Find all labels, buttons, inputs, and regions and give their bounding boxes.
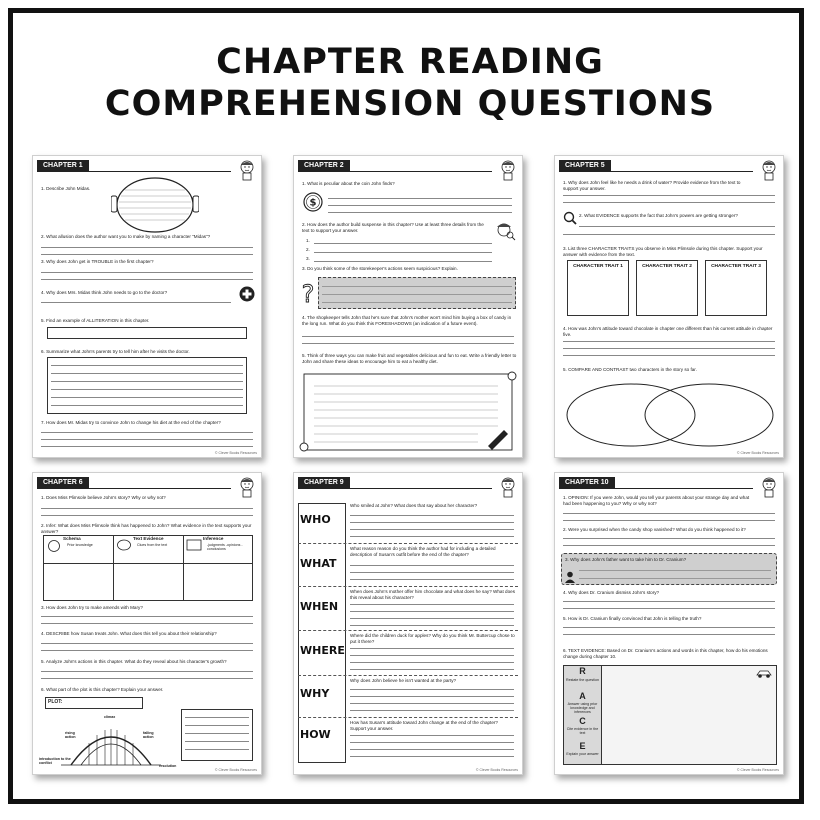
question-5: 5. Analyze John's actions in this chapter. What do they reveal about his character's growth? bbox=[41, 659, 227, 664]
question-4: 4. The shopkeeper tells John that he's sure that John's mother won't mind him buying a box of candy in the long run. What do you think this FORESHADOWS (an indication of a future event). bbox=[302, 315, 512, 326]
worksheet-chapter-1 bbox=[32, 155, 262, 458]
boy-mascot-icon bbox=[237, 476, 257, 498]
question-4: 4. How was John's attitude toward chocolate in chapter one different than his current attitude in chapter five. bbox=[563, 326, 773, 337]
chapter-label: CHAPTER 6 bbox=[37, 477, 89, 488]
title-line-1: CHAPTER READING bbox=[216, 42, 604, 82]
credit: © Clever Books Resources bbox=[736, 768, 779, 772]
question-6: 6. What part of the plot is this chapter? Explain your answer. bbox=[41, 687, 164, 692]
credit: © Clever Books Resources bbox=[736, 451, 779, 455]
boy-mascot-icon bbox=[237, 159, 257, 181]
question-3: 3. Do you think some of the storekeeper's actions seem suspicious? Explain. bbox=[302, 266, 458, 271]
question-3: 3. Why does John's father want to take him to Dr. Cranium? bbox=[565, 557, 687, 562]
boy-mascot-icon bbox=[759, 159, 779, 181]
question-7: 7. How does Mr. Midas try to convince John to change his diet at the end of the chapter? bbox=[41, 420, 221, 425]
medical-cross-icon bbox=[239, 286, 255, 302]
race-car-icon bbox=[755, 667, 773, 679]
chapter-label: CHAPTER 2 bbox=[298, 160, 350, 171]
question-3: 3. Why does John get in TROUBLE in the first chapter? bbox=[41, 259, 154, 264]
worksheet-chapter-6: CHAPTER 6 1. Does Miss Plimsole believe John's story? Why or why not? 2. Infer: What does Miss Plimsole think has happened to John? What evidence in the text supports your answer? Schema Prior knowledge Text Evidence Clues from the text Inference -judgments -opinions -conclusions 3. How does John try to make amends with Mary? 4. DESCRIBE how Susan treats John. What does this tell you about their relationship? 5. Analyze John's actions in this chapter. What do they reveal about his character's growth? 6. What part of the plot is this chapter? Explain your answer. PLOT: climax rising action falling action introduction to the conflict resolution © Clever Books Resources bbox=[32, 472, 262, 775]
header-rule bbox=[298, 488, 492, 489]
header-rule bbox=[298, 171, 492, 172]
question-5: 5. Think of three ways you can make fruit and vegetables delicious and fun to eat. Write a friendly letter to John and share these ideas to encourage him to eat a healthy diet. bbox=[302, 353, 517, 364]
title-line-2: COMPREHENSION QUESTIONS bbox=[104, 84, 716, 124]
letter-scroll bbox=[298, 368, 520, 456]
question-5: 5. COMPARE AND CONTRAST two characters in the story so far. bbox=[563, 367, 697, 372]
chapter-label: CHAPTER 9 bbox=[298, 477, 350, 488]
venn-diagram bbox=[561, 380, 779, 450]
header-rule bbox=[37, 171, 231, 172]
chapter-label: CHAPTER 1 bbox=[37, 160, 89, 171]
question-2: 2. Were you surprised when the candy shop vanished? What do you think happened to it? bbox=[563, 527, 746, 532]
question-1: 1. Does Miss Plimsole believe John's story? Why or why not? bbox=[41, 495, 166, 500]
boy-mascot-icon bbox=[759, 476, 779, 498]
question-4: 4. DESCRIBE how Susan treats John. What does this tell you about their relationship? bbox=[41, 631, 217, 636]
wh-word-when: WHEN bbox=[300, 600, 339, 613]
svg-text:$: $ bbox=[309, 197, 317, 209]
header-rule bbox=[37, 488, 231, 489]
question-1: 1. Why does John feel like he needs a drink of water? Provide evidence from the text to support your answer. bbox=[563, 180, 741, 191]
worksheet-chapter-5: CHAPTER 5 1. Why does John feel like he needs a drink of water? Provide evidence from the text to support your answer. 2. What EVIDENCE supports the fact that John's powers are getting stronger? 3. List three CHARACTER TRAITS you observe in Miss Plimsole during this chapter. Support your answer with evidence from the text. CHARACTER TRAIT 1 CHARACTER TRAIT 2 CHARACTER TRAIT 3 4. How was John's attitude toward chocolate in chapter one different than his current attitude in chapter five. 5. COMPARE AND CONTRAST two characters in the story so far. © Clever Books Resources bbox=[554, 155, 784, 458]
text-evidence-icon bbox=[116, 538, 132, 552]
question-1: 1. Describe John Midas. bbox=[41, 186, 91, 191]
doctor-silhouette-icon bbox=[564, 571, 576, 583]
worksheet-chapter-2: CHAPTER 2 1. What is peculiar about the coin John finds? $ 2. How does the author build suspense in this chapter? Use at least three details from the text to support your answer. 1. 2. 3. 3. Do you think some of the storekeeper's actions seem suspicious? Explain. ? 4. The shopkeeper tells John that he's sure that John's mother won't mind him buying a box of candy in the long run. What do you think this FORESHADOWS (an indication of a future event). 5. Think of three ways you can make fruit and vegetables delicious and fun to eat. Write a friendly letter to John and share these ideas to encourage him to eat a healthy diet. bbox=[293, 155, 523, 458]
question-2: 2. What EVIDENCE supports the fact that John's powers are getting stronger? bbox=[579, 213, 738, 218]
credit: © Clever Books Resources bbox=[214, 768, 257, 772]
dollar-coin-icon bbox=[303, 192, 323, 212]
wh-word-what: WHAT bbox=[300, 557, 337, 570]
question-1: 1. OPINION: If you were John, would you tell your parents about your strange day and what had been happening to you? Why or why not? bbox=[563, 495, 750, 506]
answer-box-shaded bbox=[318, 277, 516, 309]
wh-word-where: WHERE bbox=[300, 644, 345, 657]
question-3: 3. List three CHARACTER TRAITS you observe in Miss Plimsole during this chapter. Support your answer with evidence from the text. bbox=[563, 246, 763, 257]
worksheet-chapter-9: CHAPTER 9 WHO Who smiled at John? What does that say about her character? WHAT What reason reason do you think the author had for including a detailed description of Susan's outfit before the end of the chapter? WHEN When does John's mother offer him chocolate and what does he say? What does this reveal about his character? WHERE Where did the children duck for apples? Why do you think Mr. Buttercup chose to put it there? WHY Why does John believe he isn't wanted at the party? HOW How has Susan's attitude toward John change at the end of the chapter? Support your answer. © Clever Books Resources bbox=[293, 472, 523, 775]
question-5: 5. How is Dr. Cranium finally convinced that John is telling the truth? bbox=[563, 616, 702, 621]
detective-icon bbox=[492, 218, 516, 242]
chapter-label: CHAPTER 5 bbox=[559, 160, 611, 171]
question-3: 3. How does John try to make amends with Mary? bbox=[41, 605, 143, 610]
answer-box bbox=[47, 327, 247, 339]
magnifying-glass-icon bbox=[563, 211, 577, 225]
character-head-outline bbox=[111, 176, 199, 234]
question-6: 6. TEXT EVIDENCE: Based on Dr. Cranium's actions and words in this chapter, how do his emotions change during chapter 10. bbox=[563, 648, 768, 659]
header-rule bbox=[559, 171, 753, 172]
credit: © Clever Books Resources bbox=[214, 451, 257, 455]
question-5: 5. Find an example of ALLITERATION in this chapter. bbox=[41, 318, 150, 323]
worksheet-chapter-10: CHAPTER 10 1. OPINION: If you were John, would you tell your parents about your strange day and what had been happening to you? Why or why not? 2. Were you surprised when the candy shop vanished? What do you think happened to it? 3. Why does John's father want to take him to Dr. Cranium? 4. Why does Dr. Cranium dismiss John's story? 5. How is Dr. Cranium finally convinced that John is telling the truth? 6. TEXT EVIDENCE: Based on Dr. Cranium's actions and words in this chapter, how do his emotions change during chapter 10. R Restate the question A Answer using prior knowledge and inferences C Cite evidence in the text E Explain your answer © Clever Books Resources bbox=[554, 472, 784, 775]
svg-text:?: ? bbox=[301, 280, 315, 306]
question-2: 2. Infer: What does Miss Plimsole think has happened to John? What evidence in the text supports your answer? bbox=[41, 523, 252, 534]
question-6: 6. Summarize what John's parents try to tell him after he visits the doctor. bbox=[41, 349, 190, 354]
credit: © Clever Books Resources bbox=[475, 768, 518, 772]
question-2: 2. How does the author build suspense in this chapter? Use at least three details from the text to support your answer. bbox=[302, 222, 484, 233]
question-mark-icon bbox=[300, 280, 316, 306]
schema-head-icon bbox=[46, 538, 62, 552]
5w1h-column bbox=[298, 503, 346, 763]
wh-word-how: HOW bbox=[300, 728, 331, 741]
inference-icon bbox=[186, 538, 202, 552]
question-4: 4. Why does Mrs. Midas think John needs to go to the doctor? bbox=[41, 290, 168, 295]
plot-mountain-diagram bbox=[61, 719, 161, 769]
wh-word-why: WHY bbox=[300, 687, 330, 700]
header-rule bbox=[559, 488, 753, 489]
boy-mascot-icon bbox=[498, 159, 518, 181]
boy-mascot-icon bbox=[498, 476, 518, 498]
wh-word-who: WHO bbox=[300, 513, 331, 526]
chapter-label: CHAPTER 10 bbox=[559, 477, 615, 488]
question-4: 4. Why does Dr. Cranium dismiss John's story? bbox=[563, 590, 660, 595]
question-2: 2. What allusion does the author want you to make by naming a character "Midas"? bbox=[41, 234, 211, 239]
question-1: 1. What is peculiar about the coin John finds? bbox=[302, 181, 395, 186]
